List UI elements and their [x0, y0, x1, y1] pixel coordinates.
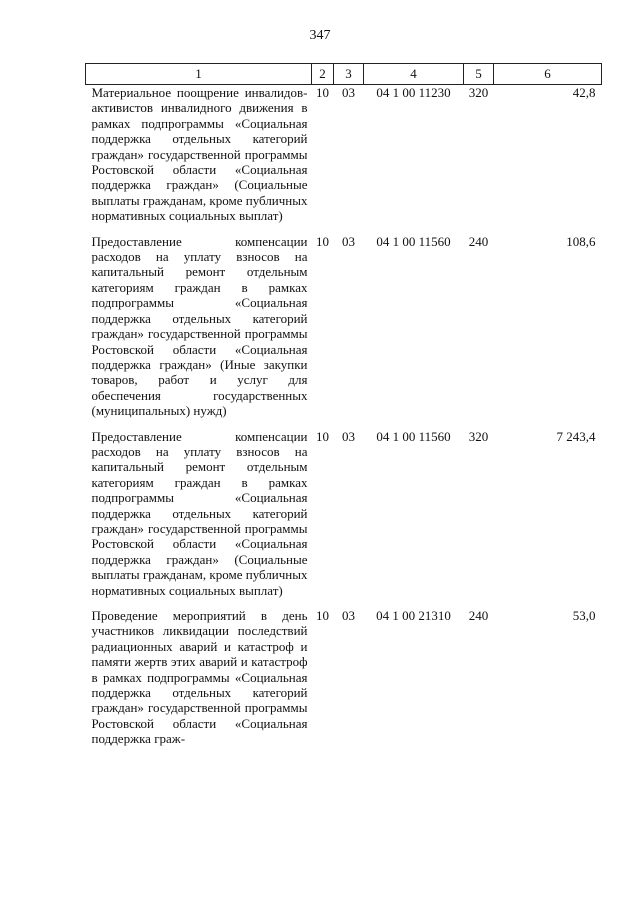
row-amount: 53,0 [572, 608, 596, 623]
header-col-1: 1 [86, 64, 312, 85]
row-description: Предоставление компенсации расходов на уплату взносов на капитальный ремонт отдельным категориям граждан в рамках подпрограммы «Социальная поддержка отдельных категорий граждан» государственной программы Ростовской области «Социальная поддержка граждан» (Социальные выплаты гражданам, кроме публичных нормативных социальных выплат) [91, 428, 308, 598]
row-target-article: 04 1 00 11560 [376, 233, 451, 249]
header-col-4: 4 [364, 64, 464, 85]
row-expense-type: 320 [468, 85, 489, 100]
page-number: 347 [309, 28, 331, 43]
row-expense-type: 320 [468, 428, 489, 444]
row-target-article: 04 1 00 11230 [376, 85, 451, 100]
table-row [86, 429, 602, 608]
header-col-2: 2 [312, 64, 334, 85]
row-subsection: 03 [342, 428, 355, 444]
table-row [86, 234, 602, 429]
row-subsection: 03 [342, 233, 355, 249]
row-amount: 42,8 [572, 85, 596, 100]
header-row [86, 64, 602, 85]
table-row [86, 608, 602, 757]
header-col-6: 6 [494, 64, 602, 85]
row-target-article: 04 1 00 21310 [376, 608, 451, 623]
row-expense-type: 240 [468, 608, 489, 623]
table-row [86, 85, 602, 234]
row-amount: 7 243,4 [556, 428, 596, 444]
row-target-article: 04 1 00 11560 [376, 428, 451, 444]
row-subsection: 03 [342, 85, 355, 100]
row-description: Материальное поощрение инвалидов-активистов инвалидного движения в рамках подпрограммы «Социальная поддержка отдельных категорий граждан» государственной программы Ростовской области «Социальная поддержка граждан» (Социальные выплаты гражданам, кроме публичных нормативных социальных выплат) [91, 85, 308, 224]
row-section: 10 [316, 85, 329, 100]
row-amount: 108,6 [566, 233, 596, 249]
row-expense-type: 240 [468, 233, 489, 249]
header-col-3: 3 [334, 64, 364, 85]
row-section: 10 [316, 233, 329, 249]
row-description: Предоставление компенсации расходов на уплату взносов на капитальный ремонт отдельным категориям граждан в рамках подпрограммы «Социальная поддержка отдельных категорий граждан» государственной программы Ростовской области «Социальная поддержка граждан» (Иные закупки товаров, работ и услуг для обеспечения государственных (муниципальных) нужд) [91, 233, 308, 419]
row-description: Проведение мероприятий в день участников ликвидации последствий радиационных аварий и катастроф и памяти жертв этих аварий и катастроф в рамках подпрограммы «Социальная поддержка отдельных категорий граждан» государственной программы Ростовской области «Социальная поддержка граж- [91, 608, 308, 747]
budget-table [85, 63, 602, 757]
row-section: 10 [316, 428, 329, 444]
header-col-5: 5 [464, 64, 494, 85]
row-subsection: 03 [342, 608, 355, 623]
row-section: 10 [316, 608, 329, 623]
